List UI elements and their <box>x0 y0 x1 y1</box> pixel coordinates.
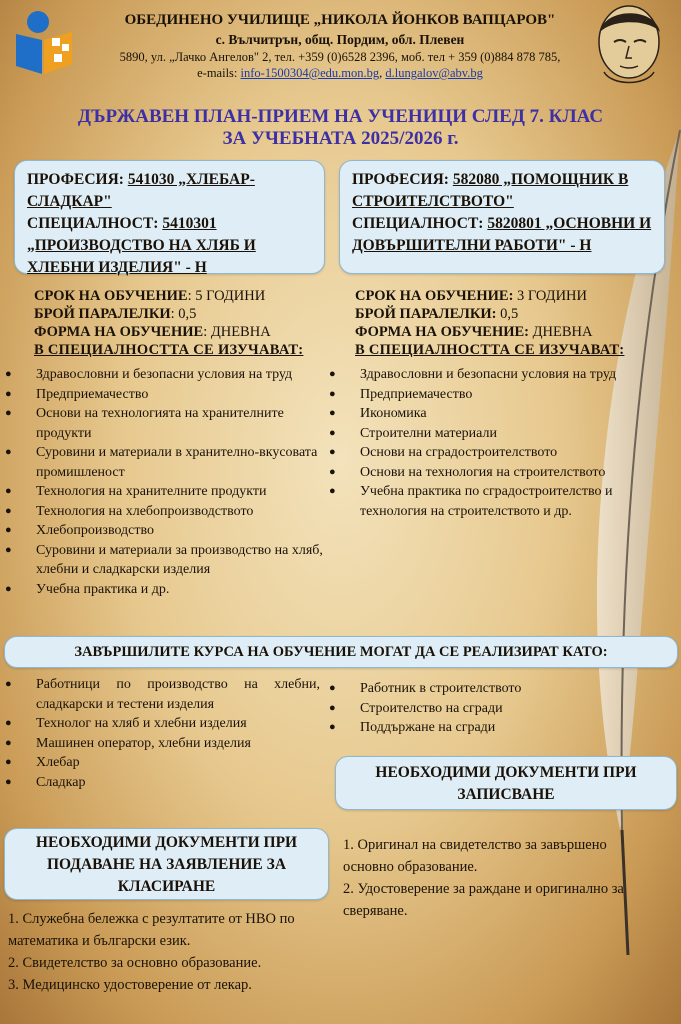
document-item: 2. Удостоверение за раждане и оригинално за сверяване. <box>343 881 624 919</box>
form-row: ФОРМА НА ОБУЧЕНИЕ: ДНЕВНА <box>355 324 593 340</box>
career-item: ● Работници по производство на хлебни, сладкарски и тестени изделия <box>2 675 320 714</box>
careers-list-construction <box>326 679 626 738</box>
career-item: ● Строителство на сгради <box>326 699 626 719</box>
profession-box-baker <box>14 160 325 274</box>
career-item: ● Сладкар <box>2 773 320 793</box>
application-docs-heading: НЕОБХОДИМИ ДОКУМЕНТИ ПРИ ПОДАВАНЕ НА ЗАЯВЛЕНИЕ ЗА КЛАСИРАНЕ <box>4 828 329 900</box>
specialty-label: СПЕЦИАЛНОСТ: <box>27 215 159 232</box>
specs-baker <box>34 287 334 359</box>
specialty-label: СПЕЦИАЛНОСТ: <box>352 215 484 232</box>
subject-item: ● Основи на технологията на хранителните продукти <box>2 404 332 443</box>
subject-item: ● Учебна практика по сградостроителство и технология на строителството и др. <box>326 482 654 521</box>
subjects-list-construction <box>326 365 654 521</box>
specialty-value: 5820801 „ОСНОВНИ И ДОВЪРШИТЕЛНИ РАБОТИ" - Н <box>352 215 652 254</box>
specs-construction <box>355 287 665 359</box>
document-item: 3. Медицинско удостоверение от лекар. <box>8 977 252 993</box>
school-name: ОБЕДИНЕНО УЧИЛИЩЕ „НИКОЛА ЙОНКОВ ВАПЦАРОВ" <box>124 12 556 28</box>
careers-list-baker <box>2 675 320 792</box>
emails-separator: , <box>379 66 386 80</box>
subjects-heading: В СПЕЦИАЛНОСТТА СЕ ИЗУЧАВАТ: <box>355 342 625 358</box>
school-address: 5890, ул. „Лачко Ангелов" 2, тел. +359 (0)6528 2396, моб. тел + 359 (0)884 878 785, <box>119 50 561 64</box>
profession-box-construction <box>339 160 665 274</box>
subject-item: ● Хлебопроизводство <box>2 521 332 541</box>
email-link-director[interactable]: d.lungalov@abv.bg <box>385 66 483 80</box>
duration-row: СРОК НА ОБУЧЕНИЕ: 3 ГОДИНИ <box>355 288 587 304</box>
profession-value: 541030 „ХЛЕБАР-СЛАДКАР" <box>27 171 255 210</box>
careers-banner: ЗАВЪРШИЛИТЕ КУРСА НА ОБУЧЕНИЕ МОГАТ ДА СЕ РЕАЛИЗИРАТ КАТО: <box>4 636 678 668</box>
document-item: 1. Оригинал на свидетелство за завършено основно образование. <box>343 837 607 875</box>
subjects-heading: В СПЕЦИАЛНОСТТА СЕ ИЗУЧАВАТ: <box>34 342 304 358</box>
subject-item: ● Учебна практика и др. <box>2 580 332 600</box>
document-item: 1. Служебна бележка с резултатите от НВО по математика и български език. <box>8 911 295 949</box>
subject-item: ● Технология на хлебопроизводството <box>2 502 332 522</box>
subject-item: ● Основи на технология на строителството <box>326 463 654 483</box>
email-link-info[interactable]: info-1500304@edu.mon.bg <box>240 66 380 80</box>
subject-item: ● Икономика <box>326 404 654 424</box>
page-title-line-2: ЗА УЧЕБНАТА 2025/2026 г. <box>222 128 459 149</box>
poet-portrait <box>584 2 674 86</box>
subject-item: ● Здравословни и безопасни условия на труд <box>2 365 332 385</box>
profession-label: ПРОФЕСИЯ: <box>27 171 124 188</box>
school-emails <box>90 66 590 81</box>
school-logo <box>12 8 84 76</box>
career-item: ● Поддържане на сгради <box>326 718 626 738</box>
page-title-line-1: ДЪРЖАВЕН ПЛАН-ПРИЕМ НА УЧЕНИЦИ СЛЕД 7. КЛАС <box>77 106 604 127</box>
classes-row: БРОЙ ПАРАЛЕЛКИ: 0,5 <box>355 306 519 322</box>
career-item: ● Машинен оператор, хлебни изделия <box>2 734 320 754</box>
subject-item: ● Здравословни и безопасни условия на труд <box>326 365 654 385</box>
subject-item: ● Предприемачество <box>2 385 332 405</box>
profession-value: 582080 „ПОМОЩНИК В СТРОИТЕЛСТВОТО" <box>352 171 629 210</box>
career-item: ● Хлебар <box>2 753 320 773</box>
subject-item: ● Суровини и материали за производство на хляб, хлебни и сладкарски изделия <box>2 541 332 580</box>
application-docs-list <box>8 908 328 996</box>
profession-label: ПРОФЕСИЯ: <box>352 171 449 188</box>
form-row: ФОРМА НА ОБУЧЕНИЕ: ДНЕВНА <box>34 324 271 340</box>
enrollment-docs-heading: НЕОБХОДИМИ ДОКУМЕНТИ ПРИ ЗАПИСВАНЕ <box>335 756 677 810</box>
classes-row: БРОЙ ПАРАЛЕЛКИ: 0,5 <box>34 306 197 322</box>
subject-item: ● Строителни материали <box>326 424 654 444</box>
subject-item: ● Основи на сградостроителството <box>326 443 654 463</box>
duration-row: СРОК НА ОБУЧЕНИЕ: 5 ГОДИНИ <box>34 288 266 304</box>
subjects-list-baker <box>2 365 332 599</box>
career-item: ● Работник в строителството <box>326 679 626 699</box>
subject-item: ● Суровини и материали в хранително-вкусовата промишленост <box>2 443 332 482</box>
emails-prefix: e-mails: <box>197 66 241 80</box>
enrollment-docs-list <box>343 834 643 922</box>
subject-item: ● Предприемачество <box>326 385 654 405</box>
subject-item: ● Технология на хранителните продукти <box>2 482 332 502</box>
specialty-value: 5410301 „ПРОИЗВОДСТВО НА ХЛЯБ И ХЛЕБНИ ИЗДЕЛИЯ" - Н <box>27 215 256 276</box>
career-item: ● Технолог на хляб и хлебни изделия <box>2 714 320 734</box>
document-item: 2. Свидетелство за основно образование. <box>8 955 262 971</box>
school-location: с. Вълчитрън, общ. Пордим, обл. Плевен <box>215 32 465 47</box>
